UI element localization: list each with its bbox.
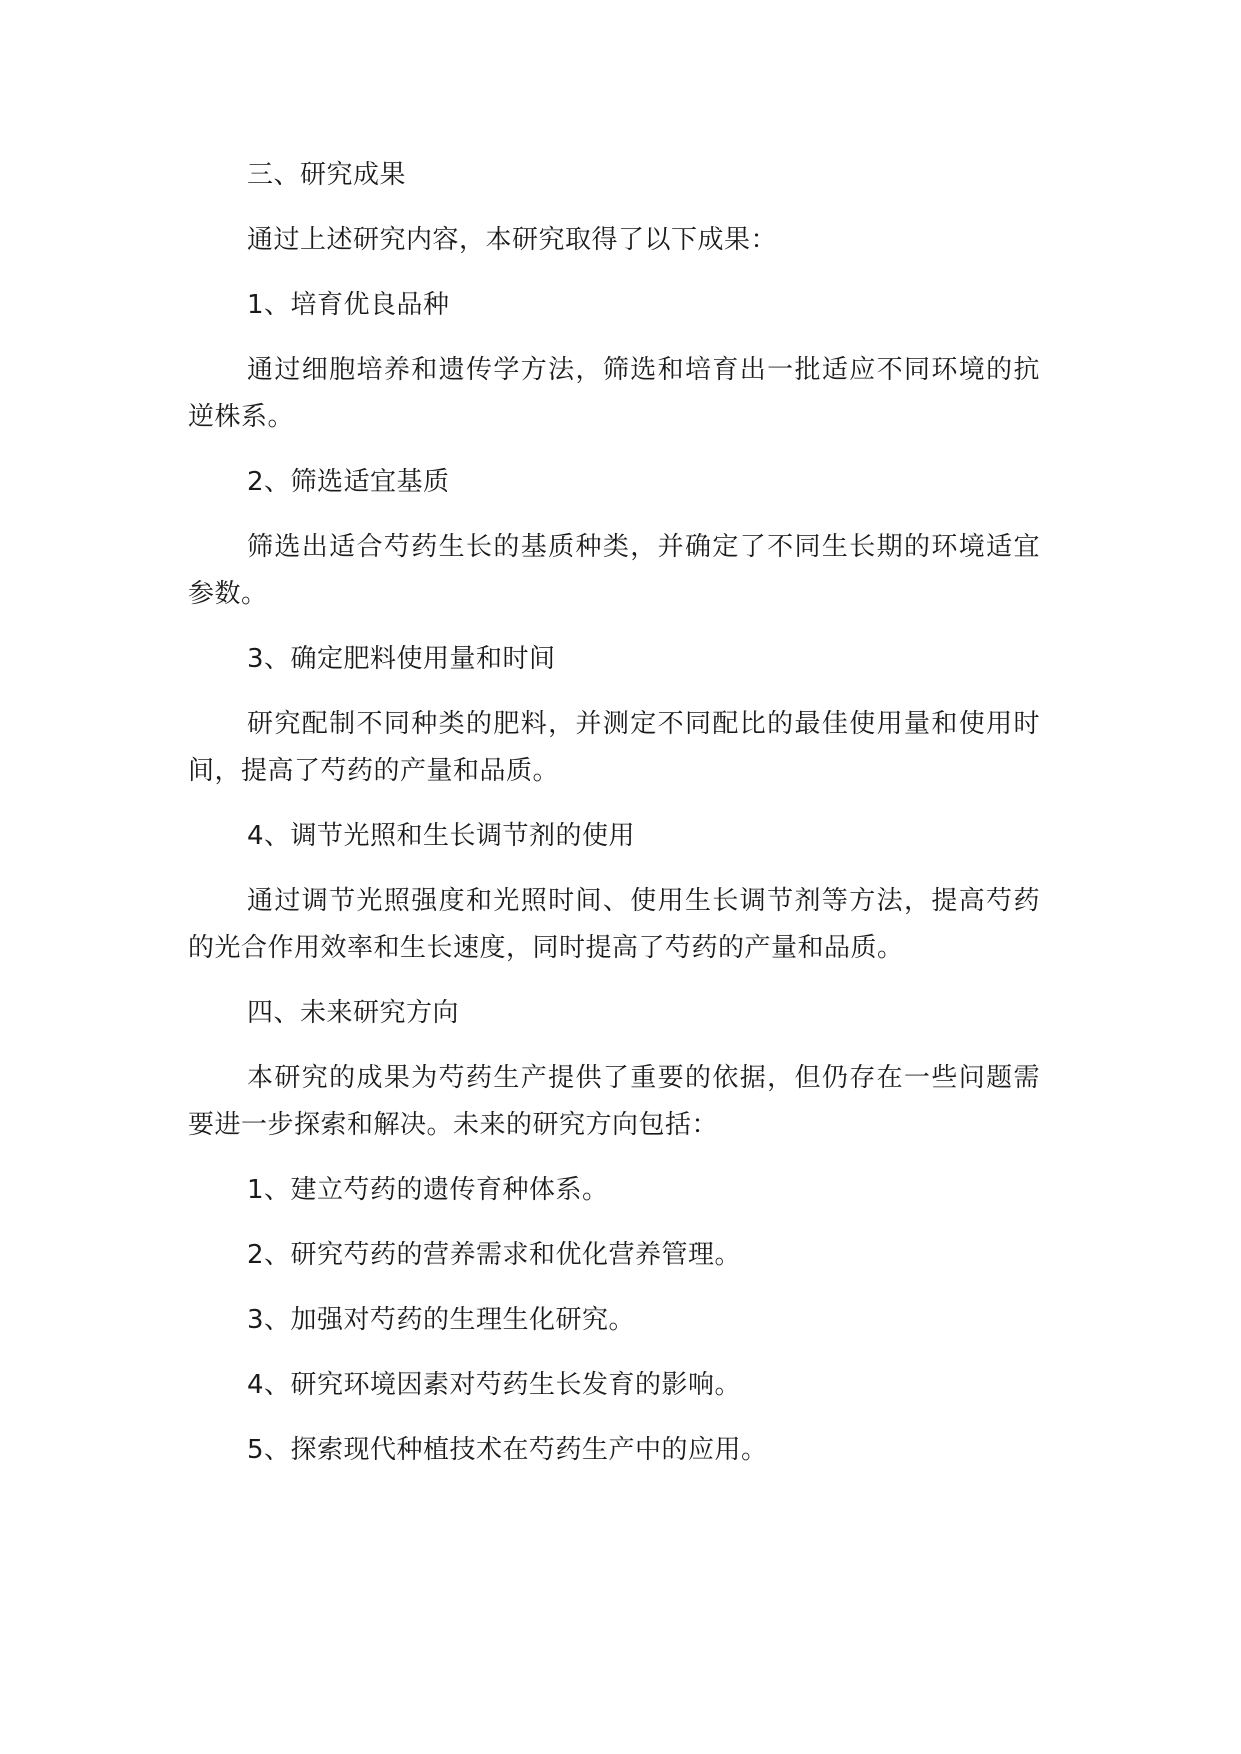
result-heading-2: 2、筛选适宜基质 (247, 467, 450, 497)
paragraph-intro: 通过上述研究内容，本研究取得了以下成果： (247, 225, 778, 255)
section-heading-future: 四、未来研究方向 (247, 998, 460, 1028)
result-text-1: 通过细胞培养和遗传学方法，筛选和培育出一批适应不同环境的抗逆株系。 (188, 355, 1040, 432)
future-item-3: 3、加强对芍药的生理生化研究。 (247, 1305, 636, 1335)
result-heading-3: 3、确定肥料使用量和时间 (247, 644, 556, 674)
future-item-5: 5、探索现代种植技术在芍药生产中的应用。 (247, 1435, 768, 1465)
result-text-3: 研究配制不同种类的肥料，并测定不同配比的最佳使用量和使用时间，提高了芍药的产量和品质。 (188, 709, 1040, 786)
result-heading-4: 4、调节光照和生长调节剂的使用 (247, 821, 636, 851)
result-text-2: 筛选出适合芍药生长的基质种类，并确定了不同生长期的环境适宜参数。 (188, 532, 1040, 609)
future-item-1: 1、建立芍药的遗传育种体系。 (247, 1175, 609, 1205)
future-item-4: 4、研究环境因素对芍药生长发育的影响。 (247, 1370, 742, 1400)
document-body (188, 152, 1040, 1492)
section-heading-results: 三、研究成果 (247, 160, 407, 190)
result-text-4: 通过调节光照强度和光照时间、使用生长调节剂等方法，提高芍药的光合作用效率和生长速度，同时提高了芍药的产量和品质。 (188, 886, 1040, 963)
result-heading-1: 1、培育优良品种 (247, 290, 450, 320)
future-item-2: 2、研究芍药的营养需求和优化营养管理。 (247, 1240, 742, 1270)
paragraph-future-intro: 本研究的成果为芍药生产提供了重要的依据，但仍存在一些问题需要进一步探索和解决。未来的研究方向包括： (188, 1063, 1040, 1140)
